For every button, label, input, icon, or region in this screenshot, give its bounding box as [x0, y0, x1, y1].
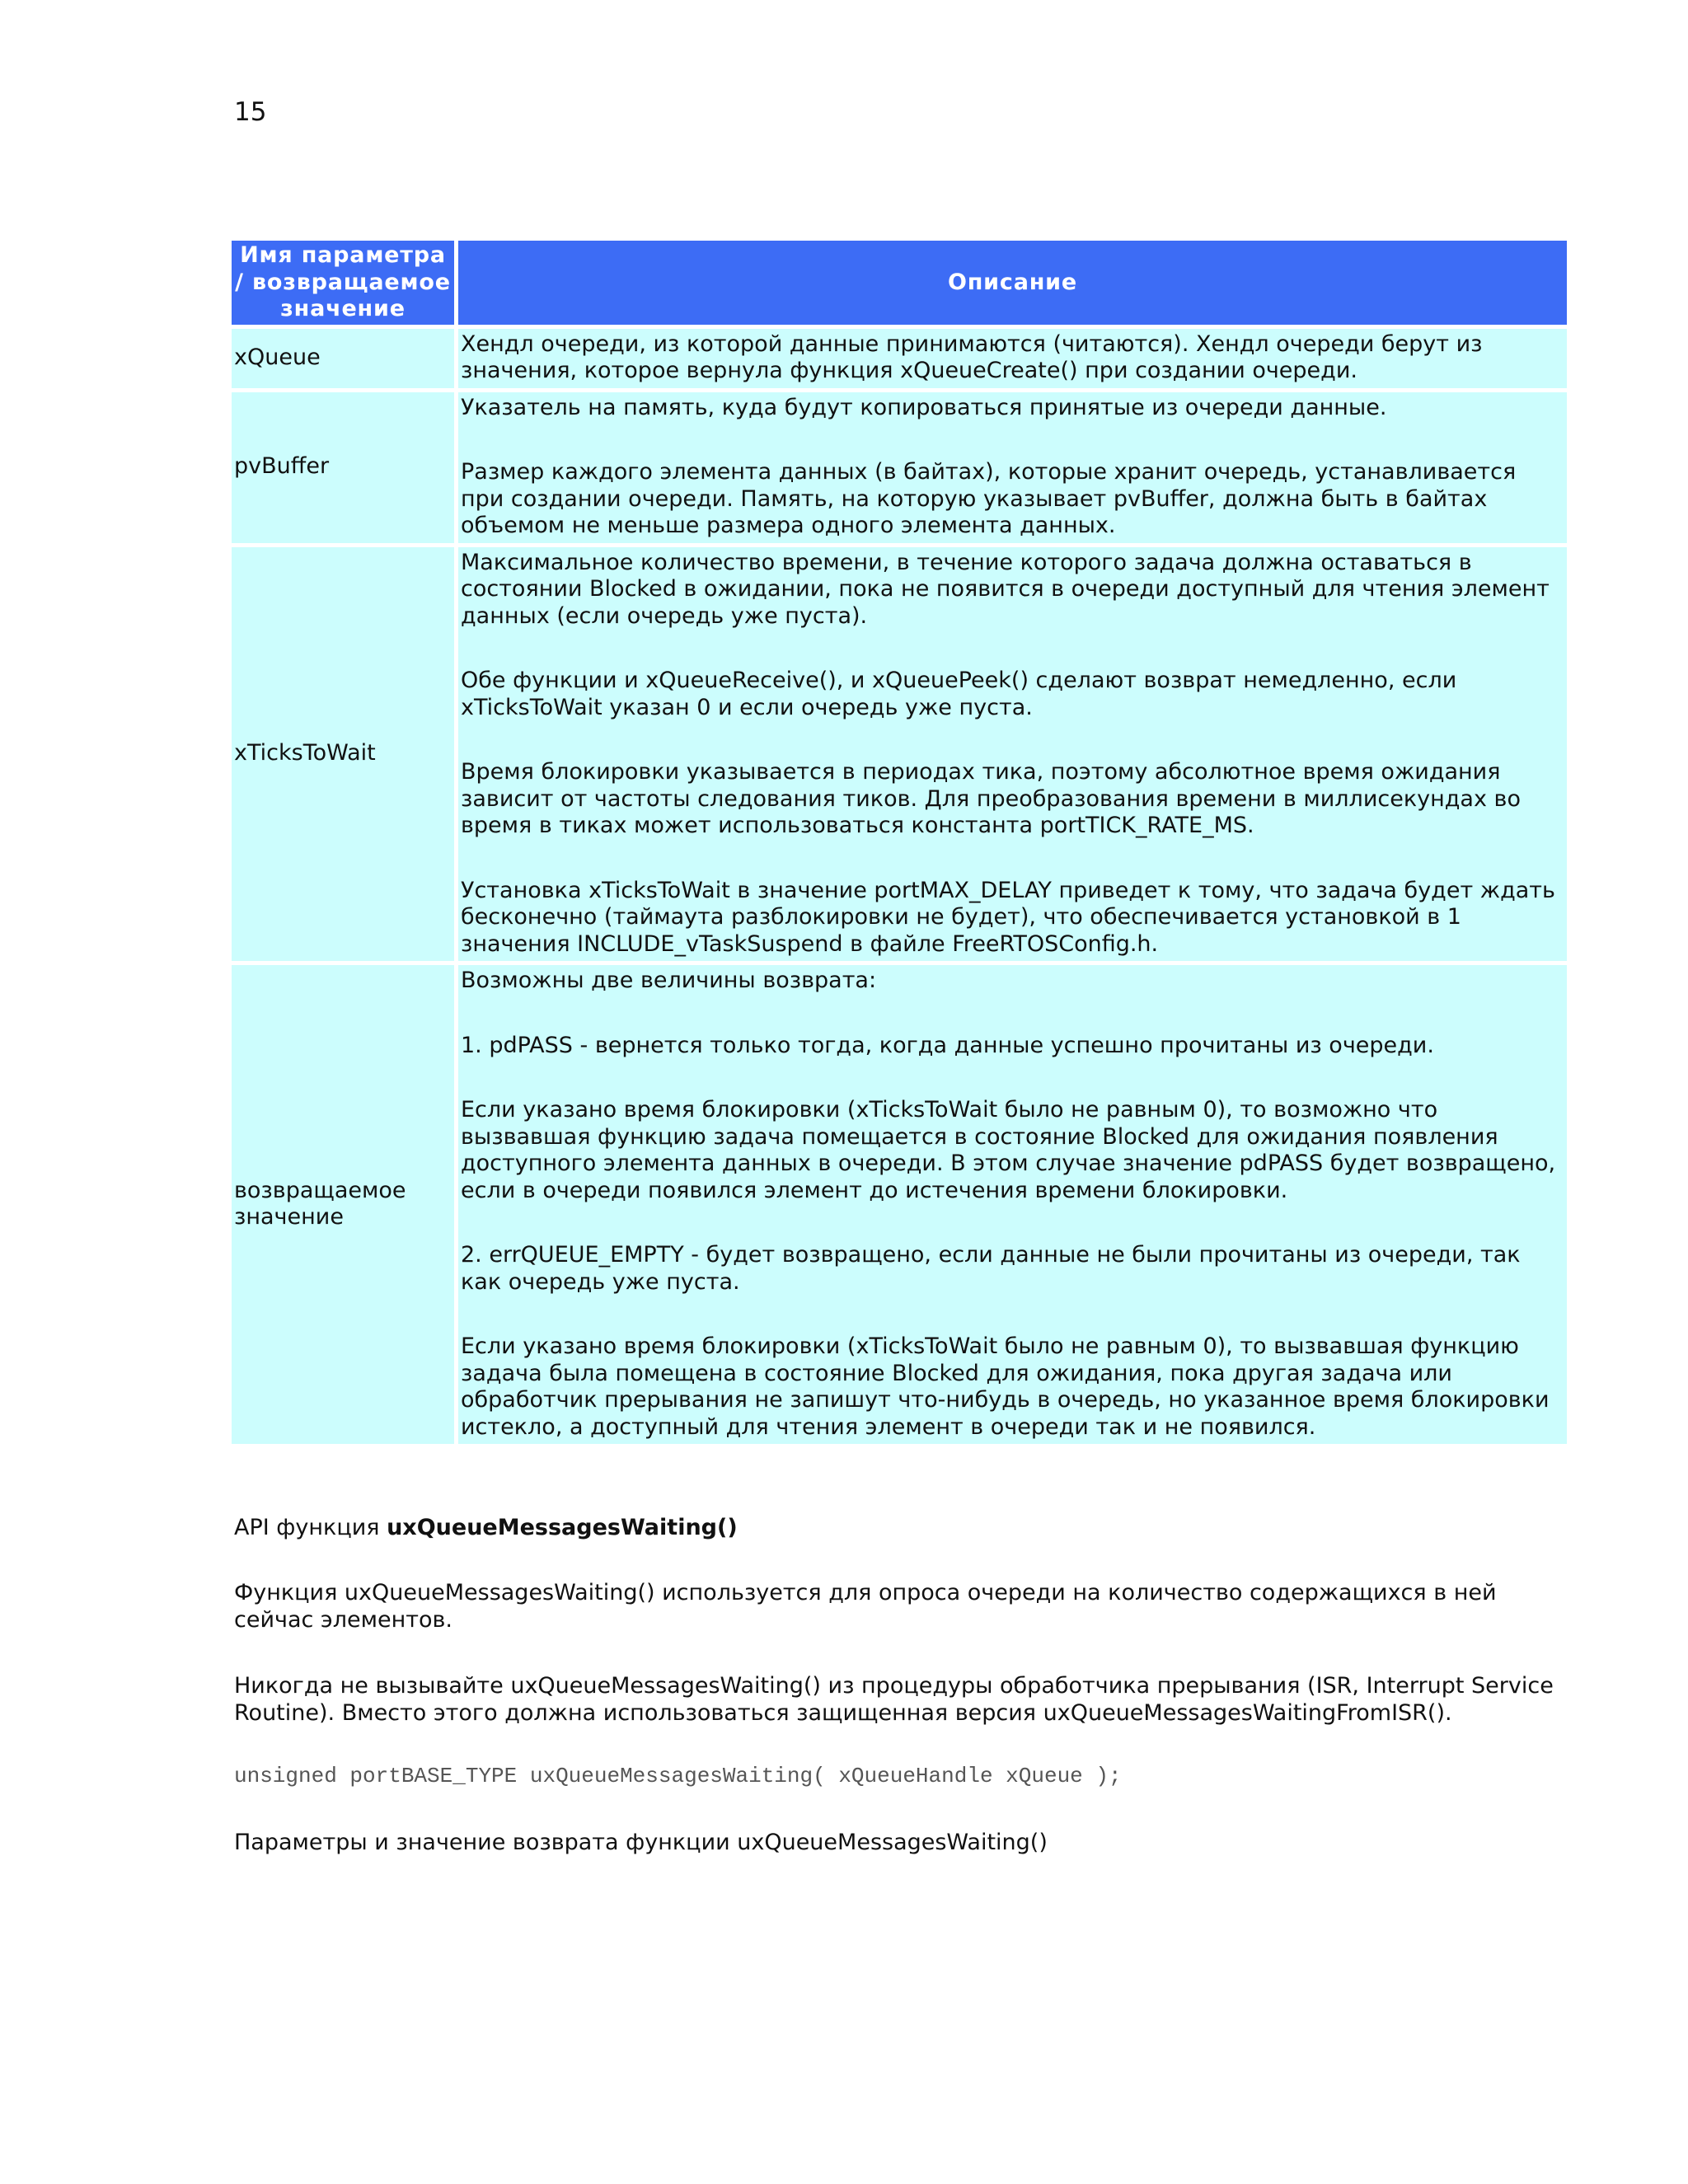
paragraph-isr-warning: Никогда не вызывайте uxQueueMessagesWaiting() из процедуры обработчика прерывания (ISR, Interrupt Service Routine). Вместо этого должна использоваться защищенная версия uxQueueMessagesWaitingFromISR(). — [234, 1673, 1554, 1726]
description-paragraph: Хендл очереди, из которой данные принимаются (читаются). Хендл очереди берут из значения, которое вернула функция xQueueCreate() при создании очереди. — [461, 330, 1483, 383]
description-paragraph: Время блокировки указывается в периодах тика, поэтому абсолютное время ожидания зависит от частоты следования тиков. Для преобразования времени в миллисекундах во время в тиках может использоваться константа portTICK_RATE_MS. — [461, 759, 1521, 838]
paragraph-description: Функция uxQueueMessagesWaiting() используется для опроса очереди на количество содержащихся в ней сейчас элементов. — [234, 1580, 1497, 1633]
description-paragraph: 2. errQUEUE_EMPTY - будет возвращено, если данные не были прочитаны из очереди, так как очередь уже пуста. — [461, 1242, 1521, 1295]
table-row-return-value — [232, 965, 1567, 1444]
param-description — [458, 392, 1567, 543]
description-paragraph: Указатель на память, куда будут копироваться принятые из очереди данные. — [461, 394, 1387, 420]
table-row-xqueue — [232, 329, 1567, 388]
param-name: возвращаемое значение — [232, 965, 454, 1444]
table-row-xtickstowait — [232, 547, 1567, 962]
table-header-row — [232, 241, 1567, 325]
description-paragraph: Максимальное количество времени, в течение которого задача должна оставаться в состоянии Blocked в ожидании, пока не появится в очереди доступный для чтения элемент данных (если очередь уже пуста). — [461, 549, 1550, 629]
api-function-name: uxQueueMessagesWaiting() — [387, 1515, 738, 1540]
table-row-pvbuffer — [232, 392, 1567, 543]
param-name: xTicksToWait — [232, 547, 454, 962]
api-heading — [234, 1515, 1578, 1542]
description-paragraph: Установка xTicksToWait в значение portMAX_DELAY приведет к тому, что задача будет ждать бесконечно (таймаута разблокировки не будет), что обеспечивается установкой в 1 значения INCLUDE_vTaskSuspend в файле FreeRTOSConfig.h. — [461, 877, 1555, 957]
description-paragraph: Если указано время блокировки (xTicksToWait было не равным 0), то вызвавшая функцию задача была помещена в состояние Blocked для ожидания, пока другая задача или обработчик прерывания не запишут что-нибудь в очередь, но указанное время блокировки истекло, а доступный для чтения элемент в очереди так и не появился. — [461, 1333, 1550, 1440]
header-description: Описание — [458, 241, 1567, 325]
description-paragraph: 1. pdPASS - вернется только тогда, когда данные успешно прочитаны из очереди. — [461, 1032, 1434, 1058]
description-paragraph: Возможны две величины возврата: — [461, 968, 877, 993]
paragraph-table-caption: Параметры и значение возврата функции uxQueueMessagesWaiting() — [234, 1830, 1048, 1855]
description-paragraph: Если указано время блокировки (xTicksToWait было не равным 0), то возможно что вызвавшая функцию задача помещается в состояние Blocked для ожидания появления доступного элемента данных в очереди. В этом случае значение pdPASS будет возвращено, если в очереди появился элемент до истечения времени блокировки. — [461, 1097, 1556, 1203]
param-description — [458, 547, 1567, 962]
page-number: 15 — [234, 97, 267, 127]
param-name: pvBuffer — [232, 392, 454, 543]
description-paragraph: Обе функции и xQueueReceive(), и xQueuePeek() сделают возврат немедленно, если xTicksToWait указан 0 и если очередь уже пуста. — [461, 668, 1457, 720]
api-heading-prefix: API функция — [234, 1515, 387, 1540]
description-paragraph: Размер каждого элемента данных (в байтах), которые хранит очередь, устанавливается при создании очереди. Память, на которую указывает pvBuffer, должна быть в байтах объемом не меньше размера одного элемента данных. — [461, 459, 1517, 538]
parameters-table — [227, 237, 1571, 1448]
param-description — [458, 965, 1567, 1444]
param-name: xQueue — [232, 329, 454, 388]
param-description — [458, 329, 1567, 388]
header-parameter-name: Имя параметра / возвращаемое значение — [232, 241, 454, 325]
function-prototype: unsigned portBASE_TYPE uxQueueMessagesWaiting( xQueueHandle xQueue ); — [234, 1764, 1122, 1788]
